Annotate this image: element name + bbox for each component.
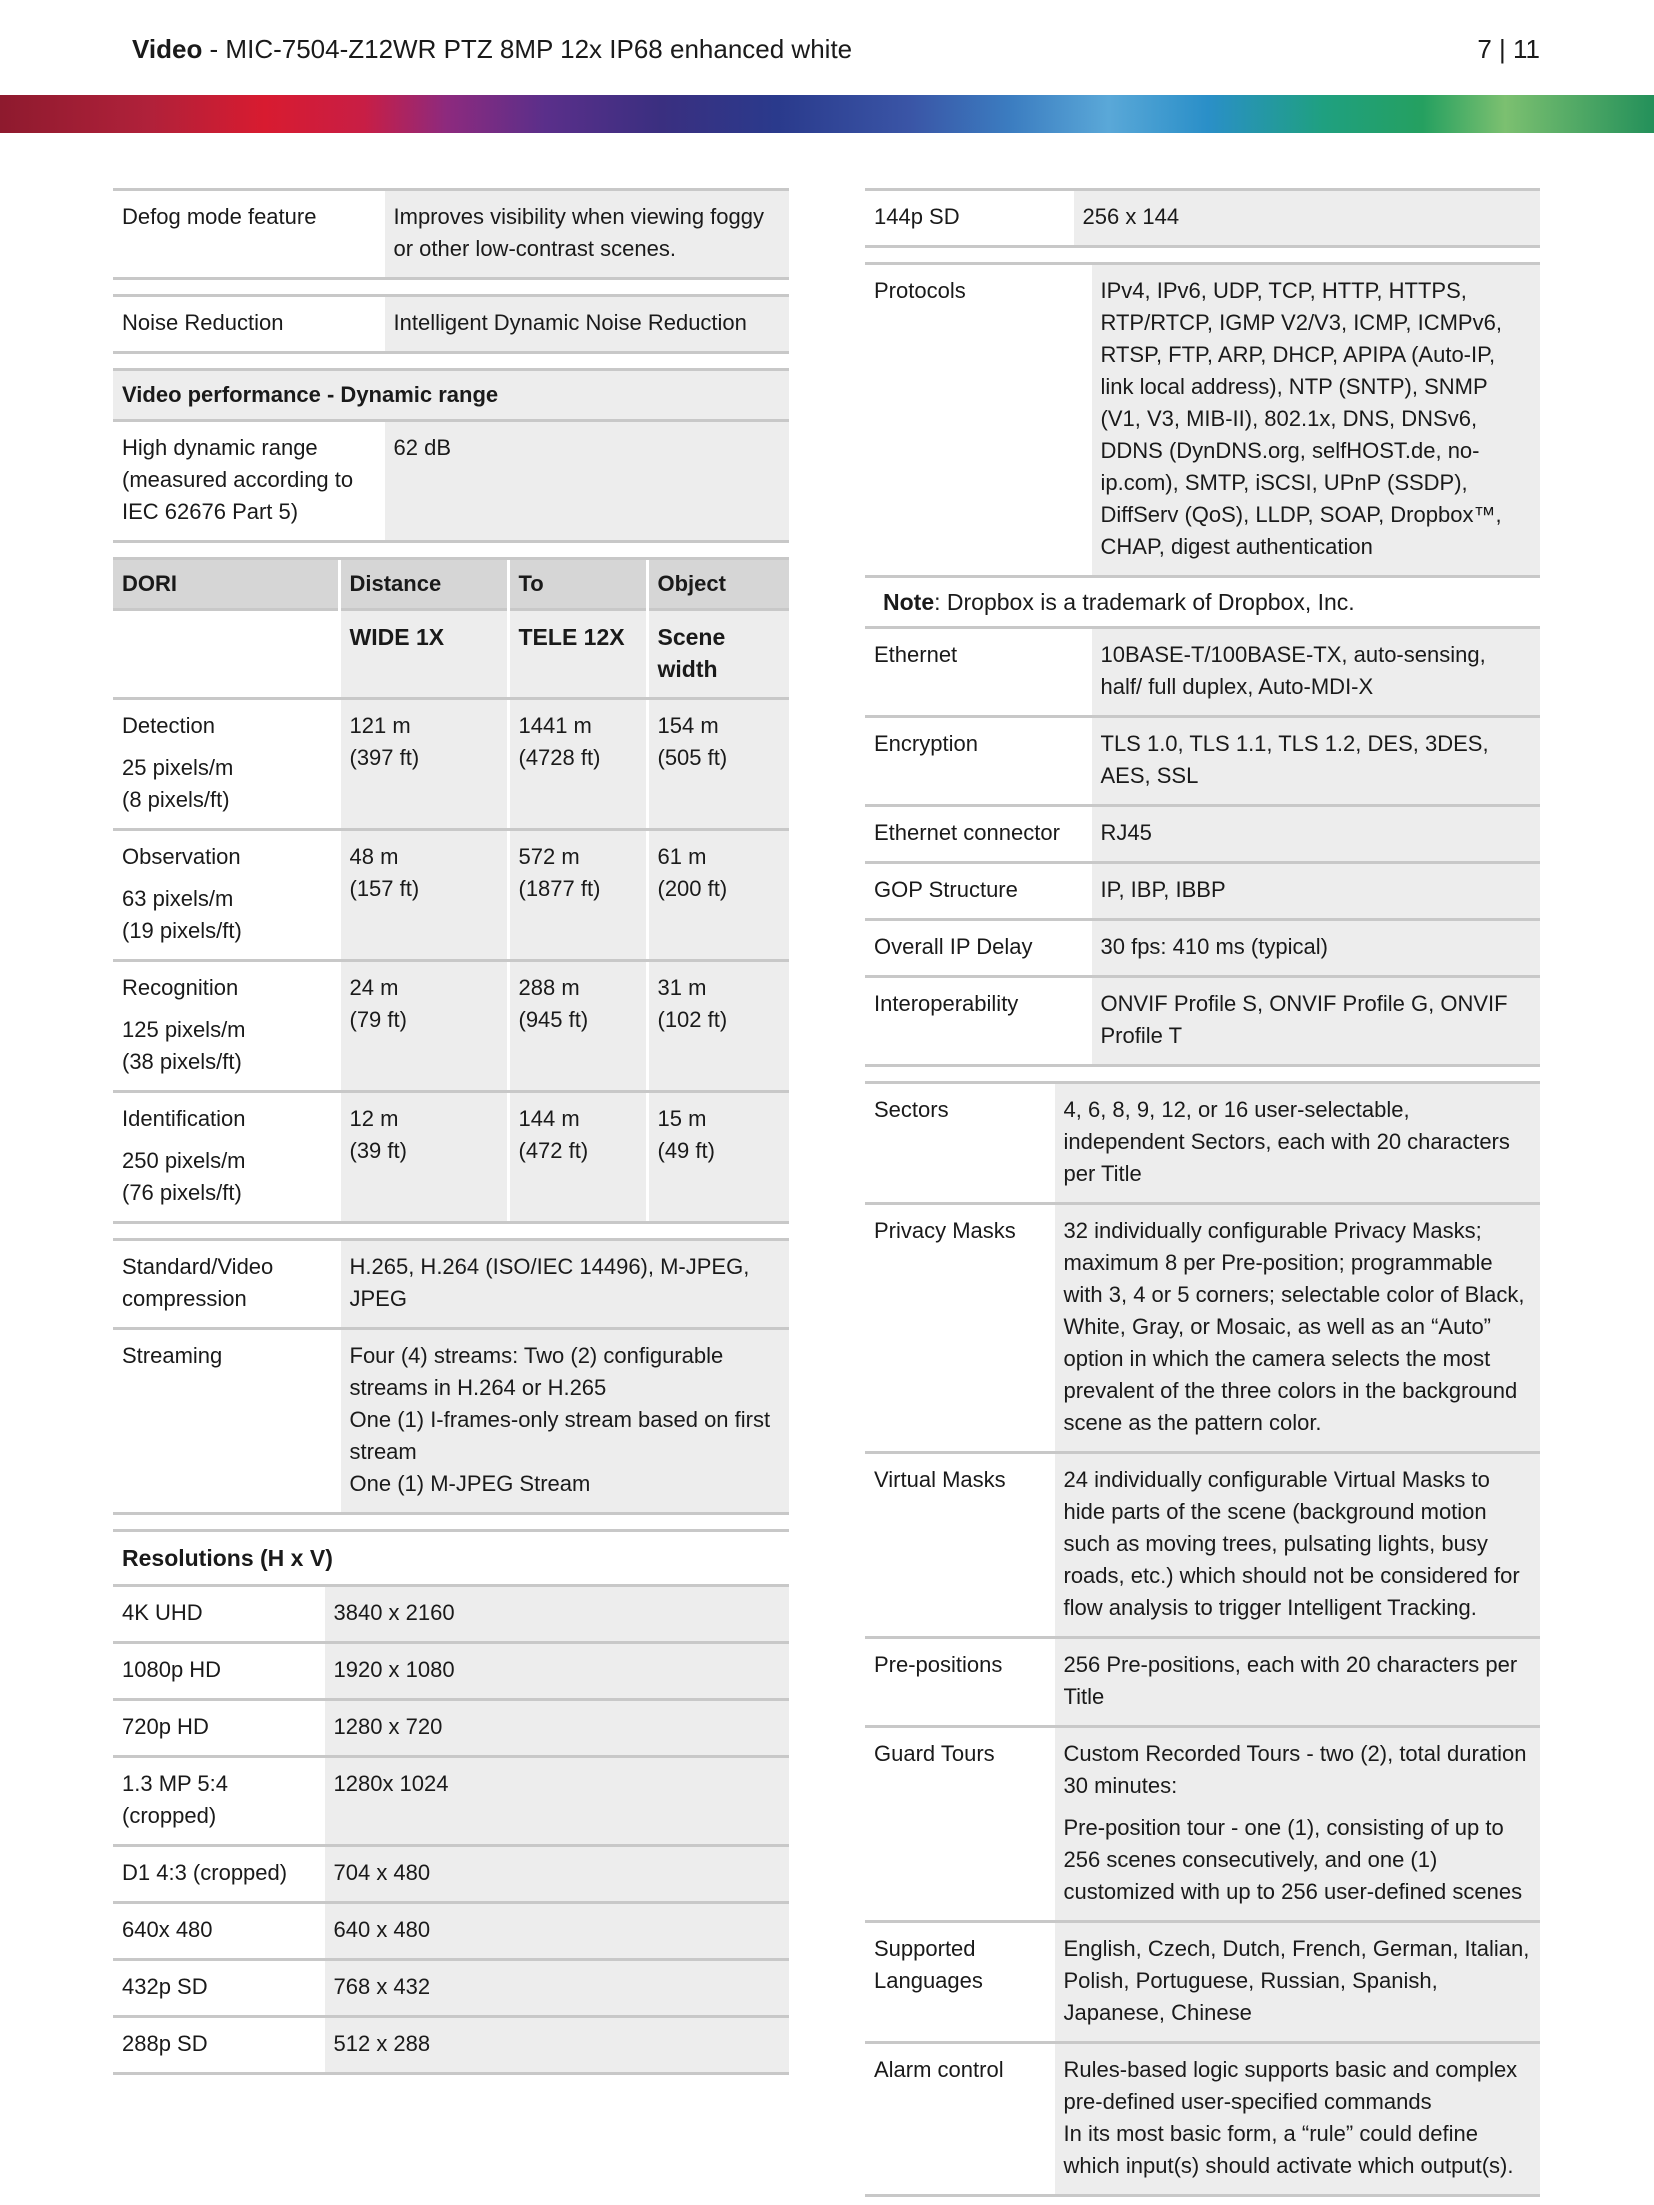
dori-pixels: 250 pixels/m xyxy=(122,1148,246,1173)
scene-ft: (505 ft) xyxy=(657,745,728,770)
spec-value: ONVIF Profile S, ONVIF Profile G, ONVIF Profile T xyxy=(1090,977,1540,1066)
scene-m: 154 m xyxy=(657,713,719,738)
tele-m: 1441 m xyxy=(518,713,592,738)
dori-pixels-ft: (8 pixels/ft) xyxy=(122,787,230,812)
dori-level: Observation xyxy=(122,844,241,869)
resolution-row-144p xyxy=(865,190,1540,247)
tele-label: TELE 12X xyxy=(508,610,647,699)
note-text: : Dropbox is a trademark of Dropbox, Inc. xyxy=(934,589,1355,615)
section-heading-dynamic-range xyxy=(113,370,789,421)
res-key: 4K UHD xyxy=(113,1586,323,1643)
section-title: Video performance - Dynamic range xyxy=(113,370,789,421)
page-header xyxy=(132,32,1540,72)
dori-pixels: 125 pixels/m xyxy=(122,1017,246,1042)
guard-text: Pre-position tour - one (1), consisting of up to 256 scenes consecutively, and one (1) customized with up to 256 user-defined scenes xyxy=(1063,1815,1523,1904)
alarm-text: In its most basic form, a “rule” could define which input(s) should activate which output(s). xyxy=(1063,2121,1514,2178)
spec-value: 4, 6, 8, 9, 12, or 16 user-selectable, independent Sectors, each with 20 characters per Title xyxy=(1053,1083,1540,1204)
spec-row-encryption xyxy=(865,717,1540,806)
spec-value: 256 Pre-positions, each with 20 characters per Title xyxy=(1053,1638,1540,1727)
spec-row-ethernet xyxy=(865,628,1540,717)
dori-table xyxy=(113,557,789,1238)
tele-ft: (1877 ft) xyxy=(518,876,601,901)
spec-value: English, Czech, Dutch, French, German, Italian, Polish, Portuguese, Russian, Spanish, Japanese, Chinese xyxy=(1053,1922,1540,2043)
page-number: 7 | 11 xyxy=(1477,34,1540,64)
streaming-line: Four (4) streams: Two (2) configurable streams in H.264 or H.265 xyxy=(349,1343,724,1400)
spec-value: Improves visibility when viewing foggy or other low-contrast scenes. xyxy=(383,190,789,279)
dori-header: DORI xyxy=(113,559,339,610)
spec-row-sectors xyxy=(865,1083,1540,1204)
dori-row-identification xyxy=(113,1092,789,1223)
spec-row-alarm xyxy=(865,2043,1540,2196)
spec-key: Defog mode feature xyxy=(113,190,383,279)
spec-row-noise xyxy=(113,296,789,353)
spec-value: 24 individually configurable Virtual Masks to hide parts of the scene (background motion such as moving trees, pulsating lights, busy roads, etc.) which should not be considered for flow analysis to trigger Intelligent Tracking. xyxy=(1053,1453,1540,1638)
spec-value: TLS 1.0, TLS 1.1, TLS 1.2, DES, 3DES, AES, SSL xyxy=(1090,717,1540,806)
spec-key: Overall IP Delay xyxy=(865,920,1090,977)
dori-subheader-row xyxy=(113,610,789,699)
spec-row-gop xyxy=(865,863,1540,920)
spec-key: Alarm control xyxy=(865,2043,1053,2196)
res-key: D1 4:3 (cropped) xyxy=(113,1846,323,1903)
spec-key: Guard Tours xyxy=(865,1727,1053,1922)
spec-value: IP, IBP, IBBP xyxy=(1090,863,1540,920)
dori-pixels-ft: (19 pixels/ft) xyxy=(122,918,242,943)
resolution-row xyxy=(113,1903,789,1960)
streaming-line: One (1) M-JPEG Stream xyxy=(349,1471,591,1496)
res-value: 1920 x 1080 xyxy=(323,1643,789,1700)
spec-value: 30 fps: 410 ms (typical) xyxy=(1090,920,1540,977)
spec-value: 32 individually configurable Privacy Masks; maximum 8 per Pre-position; programmable with 3, 4 or 5 corners; selectable color of Black, White, Gray, or Mosaic, as well as an “Auto” option in which the camera selects the most prevalent of the three colors in the background scene as the pattern color. xyxy=(1053,1204,1540,1453)
color-band xyxy=(0,95,1654,133)
res-key: 640x 480 xyxy=(113,1903,323,1960)
res-key: 1.3 MP 5:4 (cropped) xyxy=(113,1757,323,1846)
dori-level: Identification xyxy=(122,1106,246,1131)
dori-row-recognition xyxy=(113,961,789,1092)
dropbox-note xyxy=(865,577,1540,628)
dori-level: Recognition xyxy=(122,975,239,1000)
spec-value: H.265, H.264 (ISO/IEC 14496), M-JPEG, JPEG xyxy=(339,1240,789,1329)
res-key: 144p SD xyxy=(865,190,1072,247)
wide-m: 121 m xyxy=(349,713,411,738)
spec-row-languages xyxy=(865,1922,1540,2043)
tele-m: 144 m xyxy=(518,1106,580,1131)
dori-row-observation xyxy=(113,830,789,961)
spec-table-features xyxy=(865,1081,1540,2197)
spec-row-ip-delay xyxy=(865,920,1540,977)
spec-key: Encryption xyxy=(865,717,1090,806)
res-value: 256 x 144 xyxy=(1072,190,1540,247)
wide-m: 48 m xyxy=(349,844,399,869)
dori-header-row xyxy=(113,559,789,610)
dori-row-detection xyxy=(113,699,789,830)
spec-table-left xyxy=(113,188,789,557)
spec-key: Interoperability xyxy=(865,977,1090,1066)
spec-key: Protocols xyxy=(865,264,1090,577)
res-value: 768 x 432 xyxy=(323,1960,789,2017)
spec-value: Intelligent Dynamic Noise Reduction xyxy=(383,296,789,353)
right-column xyxy=(865,188,1540,2197)
res-key: 720p HD xyxy=(113,1700,323,1757)
resolutions-table xyxy=(113,1529,789,2075)
resolution-row xyxy=(113,1586,789,1643)
note-label: Note xyxy=(883,589,935,615)
spec-key: GOP Structure xyxy=(865,863,1090,920)
spec-key: Streaming xyxy=(113,1329,339,1514)
scene-m: 31 m xyxy=(657,975,707,1000)
to-header: To xyxy=(508,559,647,610)
res-key: 432p SD xyxy=(113,1960,323,2017)
spec-table-streaming xyxy=(113,1238,789,1529)
dori-pixels-ft: (38 pixels/ft) xyxy=(122,1049,242,1074)
res-key: 1080p HD xyxy=(113,1643,323,1700)
scene-ft: (49 ft) xyxy=(657,1138,715,1163)
spec-value: 62 dB xyxy=(383,421,789,542)
streaming-line: One (1) I-frames-only stream based on first stream xyxy=(349,1407,771,1464)
spec-key: Ethernet connector xyxy=(865,806,1090,863)
spec-row-defog xyxy=(113,190,789,279)
res-key: 288p SD xyxy=(113,2017,323,2074)
wide-ft: (39 ft) xyxy=(349,1138,407,1163)
spec-table-144p xyxy=(865,188,1540,262)
spec-row-virtual xyxy=(865,1453,1540,1638)
title-category: Video xyxy=(132,34,203,64)
dori-pixels-ft: (76 pixels/ft) xyxy=(122,1180,242,1205)
spec-table-network xyxy=(865,262,1540,1081)
title-product: - MIC-7504-Z12WR PTZ 8MP 12x IP68 enhanced white xyxy=(202,34,853,64)
spec-row-privacy xyxy=(865,1204,1540,1453)
section-title: Resolutions (H x V) xyxy=(113,1531,789,1586)
resolution-row xyxy=(113,1846,789,1903)
res-value: 512 x 288 xyxy=(323,2017,789,2074)
scene-ft: (102 ft) xyxy=(657,1007,728,1032)
spec-key: Pre-positions xyxy=(865,1638,1053,1727)
spec-row-compression xyxy=(113,1240,789,1329)
spec-row-hdr xyxy=(113,421,789,542)
spec-row-protocols xyxy=(865,264,1540,577)
wide-ft: (157 ft) xyxy=(349,876,420,901)
spec-key: Privacy Masks xyxy=(865,1204,1053,1453)
wide-m: 24 m xyxy=(349,975,399,1000)
spec-key: Virtual Masks xyxy=(865,1453,1053,1638)
resolution-row xyxy=(113,1757,789,1846)
wide-ft: (397 ft) xyxy=(349,745,420,770)
dori-pixels: 25 pixels/m xyxy=(122,755,234,780)
res-value: 3840 x 2160 xyxy=(323,1586,789,1643)
wide-ft: (79 ft) xyxy=(349,1007,407,1032)
spec-value: IPv4, IPv6, UDP, TCP, HTTP, HTTPS, RTP/RTCP, IGMP V2/V3, ICMP, ICMPv6, RTSP, FTP, ARP, DHCP, APIPA (Auto-IP, link local address), NTP (SNTP), SNMP (V1, V3, MIB-II), 802.1x, DNS, DNSv6, DDNS (DynDNS.org, selfHOST.de, no-ip.com), SMTP, iSCSI, UPnP (SSDP), DiffServ (QoS), LLDP, SOAP, Dropbox™, CHAP, digest authentication xyxy=(1090,264,1540,577)
spec-row-connector xyxy=(865,806,1540,863)
spec-key: Noise Reduction xyxy=(113,296,383,353)
resolutions-heading xyxy=(113,1531,789,1586)
spec-key: Sectors xyxy=(865,1083,1053,1204)
wide-label: WIDE 1X xyxy=(339,610,508,699)
spec-key: Standard/Video compression xyxy=(113,1240,339,1329)
spec-value: 10BASE-T/100BASE-TX, auto-sensing, half/ full duplex, Auto-MDI-X xyxy=(1090,628,1540,717)
spec-value: RJ45 xyxy=(1090,806,1540,863)
res-value: 1280 x 720 xyxy=(323,1700,789,1757)
distance-header: Distance xyxy=(339,559,508,610)
tele-m: 288 m xyxy=(518,975,580,1000)
spec-key: High dynamic range (measured according to IEC 62676 Part 5) xyxy=(113,421,383,542)
spec-row-prepositions xyxy=(865,1638,1540,1727)
spec-row-streaming xyxy=(113,1329,789,1514)
scene-m: 61 m xyxy=(657,844,707,869)
res-value: 640 x 480 xyxy=(323,1903,789,1960)
resolution-row xyxy=(113,1700,789,1757)
scene-ft: (200 ft) xyxy=(657,876,728,901)
wide-m: 12 m xyxy=(349,1106,399,1131)
tele-ft: (472 ft) xyxy=(518,1138,589,1163)
spec-row-guard xyxy=(865,1727,1540,1922)
dori-level: Detection xyxy=(122,713,215,738)
alarm-text: Rules-based logic supports basic and complex pre-defined user-specified commands xyxy=(1063,2057,1518,2114)
resolution-row xyxy=(113,1643,789,1700)
resolution-row xyxy=(113,1960,789,2017)
resolution-row xyxy=(113,2017,789,2074)
tele-ft: (945 ft) xyxy=(518,1007,589,1032)
object-header: Object xyxy=(647,559,789,610)
res-value: 1280x 1024 xyxy=(323,1757,789,1846)
document-title xyxy=(132,34,852,65)
spec-key: Ethernet xyxy=(865,628,1090,717)
tele-ft: (4728 ft) xyxy=(518,745,601,770)
tele-m: 572 m xyxy=(518,844,580,869)
scene-m: 15 m xyxy=(657,1106,707,1131)
scene-width-label: Scene width xyxy=(647,610,789,699)
guard-text: Custom Recorded Tours - two (2), total duration 30 minutes: xyxy=(1063,1741,1527,1798)
spec-row-interoperability xyxy=(865,977,1540,1066)
dori-sub xyxy=(113,610,339,699)
left-column xyxy=(113,188,789,2075)
spec-key: Supported Languages xyxy=(865,1922,1053,2043)
dori-pixels: 63 pixels/m xyxy=(122,886,234,911)
res-value: 704 x 480 xyxy=(323,1846,789,1903)
